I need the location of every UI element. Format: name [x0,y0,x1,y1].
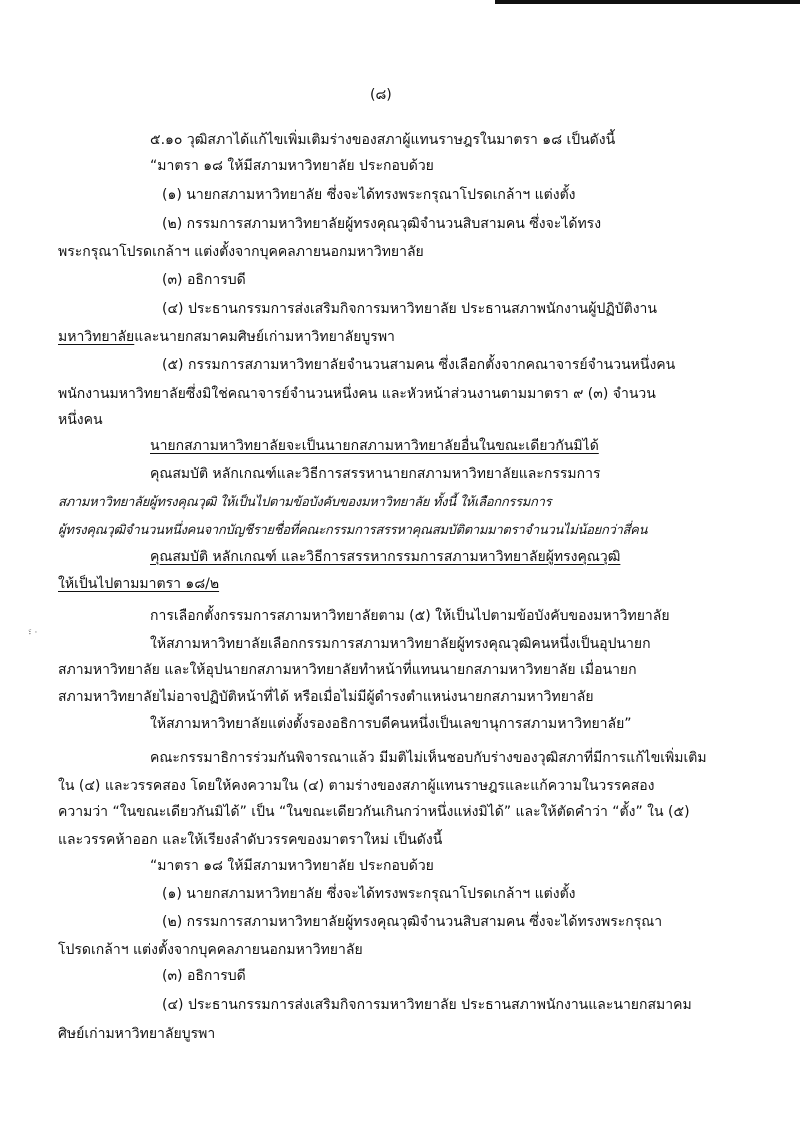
line-2: “มาตรา ๑๘ ให้มีสภามหาวิทยาลัย ประกอบด้วย [150,158,434,174]
line-6: (๓) อธิการบดี [162,272,246,288]
line-15: ผู้ทรงคุณวุฒิจำนวนหนึ่งคนจากบัญชีรายชื่อที่คณะกรรมการสรรหาคุณสมบัติตามมาตราจำนวนไม่น้อยกว่าสี่คน [58,523,648,538]
line-3: (๑) นายกสภามหาวิทยาลัย ซึ่งจะได้ทรงพระกรุณาโปรดเกล้าฯ แต่งตั้ง [162,187,576,203]
line-10: พนักงานมหาวิทยาลัยซึ่งมิใช่คณาจารย์จำนวนหนึ่งคน และหัวหน้าส่วนงานตามมาตรา ๙ (๓) จำนวน [58,386,656,402]
line-31: (๓) อธิการบดี [162,968,246,984]
margin-mark: ፣ · [28,628,38,638]
line-4: (๒) กรรมการสภามหาวิทยาลัยผู้ทรงคุณวุฒิจำนวนสิบสามคน ซึ่งจะได้ทรง [162,216,602,232]
line-30: โปรดเกล้าฯ แต่งตั้งจากบุคคลภายนอกมหาวิทยาลัย [58,942,363,958]
line-22: ให้สภามหาวิทยาลัยแต่งตั้งรองอธิการบดีคนหนึ่งเป็นเลขานุการสภามหาวิทยาลัย” [150,716,632,732]
line-8 [58,328,395,346]
line-1: ๕.๑๐ วุฒิสภาได้แก้ไขเพิ่มเติมร่างของสภาผู้แทนราษฎรในมาตรา ๑๘ เป็นดังนี้ [150,132,616,148]
line-9: (๕) กรรมการสภามหาวิทยาลัยจำนวนสามคน ซึ่งเลือกตั้งจากคณาจารย์จำนวนหนึ่งคน [162,357,676,373]
line-27: “มาตรา ๑๘ ให้มีสภามหาวิทยาลัย ประกอบด้วย [150,858,434,874]
line-13: คุณสมบัติ หลักเกณฑ์และวิธีการสรรหานายกสภามหาวิทยาลัยและกรรมการ [150,466,601,482]
line-14: สภามหาวิทยาลัยผู้ทรงคุณวุฒิ ให้เป็นไปตามข้อบังคับของมหาวิทยาลัย ทั้งนี้ ให้เลือกกรรมการ [58,495,552,510]
line-8-rest: และนายกสมาคมศิษย์เก่ามหาวิทยาลัยบูรพา [134,329,395,345]
line-5: พระกรุณาโปรดเกล้าฯ แต่งตั้งจากบุคคลภายนอกมหาวิทยาลัย [58,244,424,260]
line-19: ให้สภามหาวิทยาลัยเลือกกรรมการสภามหาวิทยาลัยผู้ทรงคุณวุฒิคนหนึ่งเป็นอุปนายก [150,636,651,652]
line-33: ศิษย์เก่ามหาวิทยาลัยบูรพา [58,1026,216,1042]
line-17: ให้เป็นไปตามมาตรา ๑๘/๒ [58,576,220,592]
line-18: การเลือกตั้งกรรมการสภามหาวิทยาลัยตาม (๕) ให้เป็นไปตามข้อบังคับของมหาวิทยาลัย [150,608,670,624]
line-23: คณะกรรมาธิการร่วมกันพิจารณาแล้ว มีมติไม่เห็นชอบกับร่างของวุฒิสภาที่มีการแก้ไขเพิ่มเติม [150,750,707,766]
page-number: (๘) [370,87,392,103]
line-28: (๑) นายกสภามหาวิทยาลัย ซึ่งจะได้ทรงพระกรุณาโปรดเกล้าฯ แต่งตั้ง [162,886,576,902]
line-24: ใน (๔) และวรรคสอง โดยให้คงความใน (๔) ตามร่างของสภาผู้แทนราษฎรและแก้ความในวรรคสอง [58,778,655,794]
line-20: สภามหาวิทยาลัย และให้อุปนายกสภามหาวิทยาลัยทำหน้าที่แทนนายกสภามหาวิทยาลัย เมื่อนายก [58,662,637,678]
line-21: สภามหาวิทยาลัยไม่อาจปฏิบัติหน้าที่ได้ หรือเมื่อไม่มีผู้ดำรงตำแหน่งนายกสภามหาวิทยาลัย [58,689,594,705]
line-26: และวรรคห้าออก และให้เรียงลำดับวรรคของมาตราใหม่ เป็นดังนี้ [58,832,443,848]
line-8-underlined: มหาวิทยาลัย [58,329,135,345]
line-29: (๒) กรรมการสภามหาวิทยาลัยผู้ทรงคุณวุฒิจำนวนสิบสามคน ซึ่งจะได้ทรงพระกรุณา [162,914,663,930]
line-16: คุณสมบัติ หลักเกณฑ์ และวิธีการสรรหากรรมการสภามหาวิทยาลัยผู้ทรงคุณวุฒิ [150,549,621,565]
line-25: ความว่า “ในขณะเดียวกันมิได้” เป็น “ในขณะเดียวกันเกินกว่าหนึ่งแห่งมิได้” และให้ตัดคำว่า “ตั้ง” ใน (๕) [58,804,690,820]
top-border-line [495,0,800,4]
line-7: (๔) ประธานกรรมการส่งเสริมกิจการมหาวิทยาลัย ประธานสภาพนักงานผู้ปฏิบัติงาน [162,301,657,317]
line-11: หนึ่งคน [58,412,103,428]
line-32: (๔) ประธานกรรมการส่งเสริมกิจการมหาวิทยาลัย ประธานสภาพนักงานและนายกสมาคม [162,997,692,1013]
line-12: นายกสภามหาวิทยาลัยจะเป็นนายกสภามหาวิทยาลัยอื่นในขณะเดียวกันมิได้ [150,438,599,454]
